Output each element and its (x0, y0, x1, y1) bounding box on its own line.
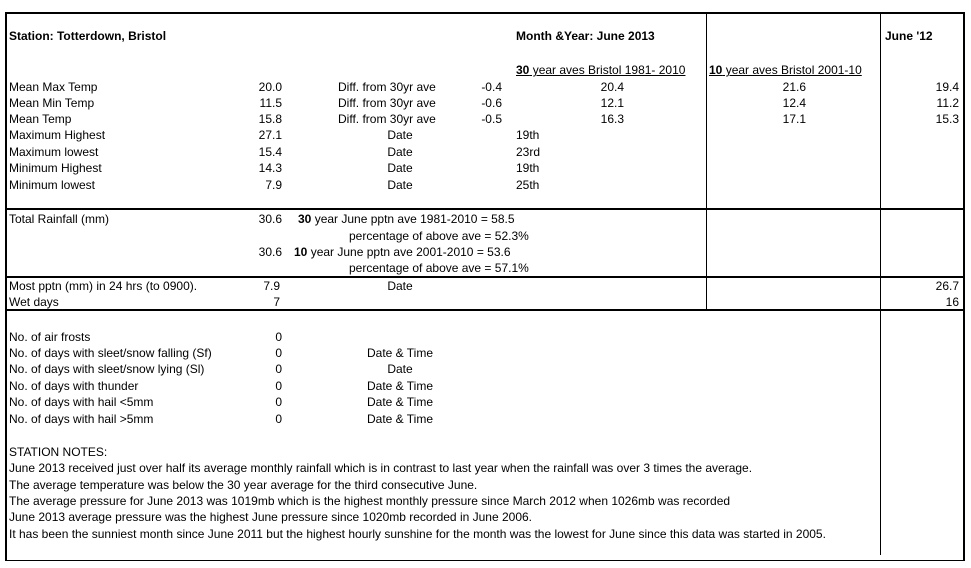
extreme-label: Minimum Highest (9, 161, 102, 175)
aves10-heading: 10 year aves Bristol 2001-10 (709, 63, 862, 77)
prev-year-heading: June '12 (885, 29, 933, 43)
ave10-value: 12.4 (782, 96, 806, 110)
ave30-value: 16.3 (600, 112, 624, 126)
rainfall-10yr-ave: 10 year June pptn ave 2001-2010 = 53.6 (294, 245, 511, 259)
extreme-value: 15.4 (258, 145, 282, 159)
temp-value: 20.0 (258, 80, 282, 94)
date-value: 19th (516, 128, 540, 142)
days-label: No. of air frosts (9, 330, 91, 344)
most-pptn-value: 7.9 (263, 279, 280, 293)
ave10-value: 21.6 (782, 80, 806, 94)
notes-line: The average pressure for June 2013 was 1019mb which is the highest monthly pressure since March 2012 when 1026mb was recorded (9, 494, 731, 508)
days-date-label: Date & Time (366, 346, 434, 360)
prev-year-value: 11.2 (936, 96, 959, 110)
most-pptn-prev: 26.7 (935, 279, 959, 293)
divider-10yr (706, 12, 707, 310)
days-label: No. of days with hail >5mm (9, 412, 154, 426)
extreme-value: 14.3 (258, 161, 282, 175)
date-label: Date (387, 178, 413, 192)
extreme-value: 7.9 (265, 178, 282, 192)
date-value: 25th (516, 178, 540, 192)
days-label: No. of days with sleet/snow lying (Sl) (9, 362, 205, 376)
days-value: 0 (275, 412, 282, 426)
notes-line: June 2013 received just over half its average monthly rainfall which is in contrast to last year when the rainfall was over 3 times the average. (9, 461, 753, 475)
ave30-value: 12.1 (600, 96, 624, 110)
days-label: No. of days with thunder (9, 379, 139, 393)
wet-days-prev: 16 (945, 295, 959, 309)
divider-prev-year (880, 12, 881, 555)
left-border (5, 12, 7, 561)
wet-days-value: 7 (273, 295, 280, 309)
section-divider-pptn (5, 276, 965, 278)
section-divider-days (5, 309, 965, 311)
diff-value: -0.6 (481, 96, 502, 110)
rainfall-value-2: 30.6 (258, 245, 282, 259)
most-pptn-date-label: Date (387, 279, 413, 293)
station-title: Station: Totterdown, Bristol (9, 29, 167, 43)
temp-value: 11.5 (259, 96, 282, 110)
days-value: 0 (275, 346, 282, 360)
diff-label: Diff. from 30yr ave (338, 80, 436, 94)
extreme-label: Maximum lowest (9, 145, 99, 159)
bottom-border (5, 560, 965, 561)
diff-label: Diff. from 30yr ave (338, 96, 436, 110)
right-border (963, 12, 965, 561)
date-value: 19th (516, 161, 540, 175)
wet-days-label: Wet days (9, 295, 59, 309)
ave10-value: 17.1 (782, 112, 806, 126)
rainfall-10yr-percentage: percentage of above ave = 57.1% (349, 261, 529, 275)
date-label: Date (387, 145, 413, 159)
extreme-label: Maximum Highest (9, 128, 106, 142)
diff-value: -0.4 (481, 80, 502, 94)
prev-year-value: 19.4 (935, 80, 959, 94)
date-label: Date (387, 161, 413, 175)
prev-year-value: 15.3 (935, 112, 959, 126)
days-value: 0 (275, 362, 282, 376)
temp-value: 15.8 (258, 112, 282, 126)
top-border (5, 12, 965, 14)
days-value: 0 (275, 379, 282, 393)
temp-label: Mean Min Temp (9, 96, 95, 110)
days-date-label: Date & Time (366, 412, 434, 426)
most-pptn-label: Most pptn (mm) in 24 hrs (to 0900). (9, 279, 198, 293)
notes-title: STATION NOTES: (9, 445, 108, 459)
diff-value: -0.5 (481, 112, 502, 126)
month-year: Month &Year: June 2013 (516, 29, 655, 43)
days-value: 0 (275, 330, 282, 344)
aves30-heading: 30 year aves Bristol 1981- 2010 (516, 63, 686, 77)
extreme-value: 27.1 (258, 128, 282, 142)
notes-line: The average temperature was below the 30 year average for the third consecutive June. (9, 478, 478, 492)
days-label: No. of days with hail <5mm (9, 395, 154, 409)
ave30-value: 20.4 (600, 80, 624, 94)
diff-label: Diff. from 30yr ave (338, 112, 436, 126)
days-label: No. of days with sleet/snow falling (Sf) (9, 346, 212, 360)
temp-label: Mean Temp (9, 112, 72, 126)
days-date-label: Date (387, 362, 413, 376)
temp-label: Mean Max Temp (9, 80, 98, 94)
date-label: Date (387, 128, 413, 142)
days-date-label: Date & Time (366, 395, 434, 409)
extreme-label: Minimum lowest (9, 178, 96, 192)
rainfall-label: Total Rainfall (mm) (9, 212, 110, 226)
rainfall-value: 30.6 (258, 212, 282, 226)
days-date-label: Date & Time (366, 379, 434, 393)
section-divider-rainfall (5, 208, 965, 210)
date-value: 23rd (516, 145, 541, 159)
notes-line: June 2013 average pressure was the highest June pressure since 1020mb recorded in June 2006. (9, 510, 533, 524)
days-value: 0 (275, 395, 282, 409)
rainfall-30yr-ave: 30 year June pptn ave 1981-2010 = 58.5 (298, 212, 515, 226)
notes-line: It has been the sunniest month since June 2011 but the highest hourly sunshine for the month was the lowest for June since this data was started in 2005. (9, 527, 826, 541)
rainfall-30yr-percentage: percentage of above ave = 52.3% (349, 229, 529, 243)
